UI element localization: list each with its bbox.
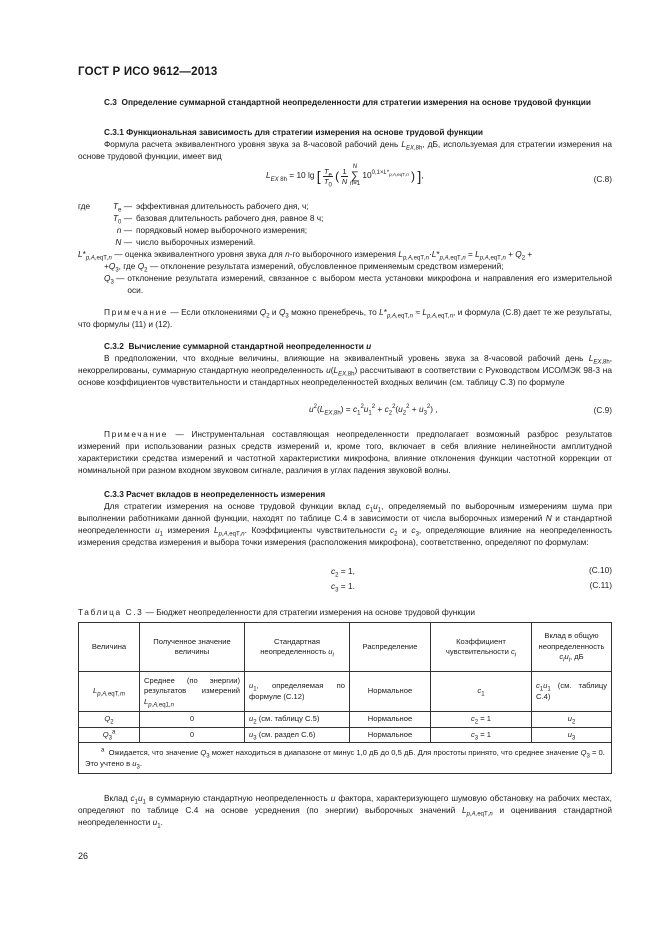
note-2: [78, 428, 612, 476]
col-header-value: Полученное значение величины: [140, 623, 245, 672]
col-header-quantity: Величина: [79, 623, 140, 672]
cell-quantity: $Q_3^a$: [79, 727, 140, 743]
equation-c10-number: (С.10): [588, 565, 612, 575]
equation-c11: $c_3 = 1$.: [331, 581, 355, 594]
equation-c9-number: (С.9): [593, 405, 612, 415]
cell-quantity: $Q_2$: [79, 712, 140, 728]
cell-quantity: $L_{p,A,eqT,m}$: [79, 672, 140, 712]
col-header-std-uncertainty: Стандартная неопределенность $u_i$: [245, 623, 350, 672]
where-item-n: порядковый номер выборочного измерения;: [136, 225, 308, 235]
cell-sensitivity: $c_2 = 1$: [431, 712, 532, 728]
cell-distribution: Нормальное: [350, 712, 431, 728]
note-2-label: Примечание: [104, 429, 169, 439]
table-caption-text: — Бюджет неопределенности для стратегии измерения на основе трудовой функции: [145, 607, 475, 617]
subsection-c32-title: С.3.2 Вычисление суммарной стандартной неопределенности u: [104, 341, 372, 351]
table-caption: [78, 606, 612, 618]
equation-c9: $u^2(L_{EX,8h}) = c_1^2u_1^2 + c_2^2(u_2^2 + u_3^2)$ ,: [309, 404, 438, 417]
subsection-c31-title: С.3.1 Функциональная зависимость для стратегии измерения на основе трудовой функции: [104, 127, 483, 137]
uncertainty-budget-table: [78, 622, 612, 774]
col-header-sensitivity: Коэффициент чувствительности $c_i$: [431, 623, 532, 672]
cell-sensitivity: $c_3 = 1$: [431, 727, 532, 743]
lp-definition: $L*_{p,A,eqT,n}$ — оценка эквивалентного уровня звука для n-го выборочного измерения $L_{p,A,eqT,n}\cdot L*_{p,A,eqT,n} = L_{p,A,eqT,n} + Q_2$ + $+Q_3$, где $Q_2$ — отклонение результата измерений, обусловленное применяемым средством измерений;: [78, 249, 533, 274]
cell-sensitivity: $c_1$: [431, 672, 532, 712]
section-c3-title: С.3 Определение суммарной стандартной неопределенности для стратегии измерения на основе трудовой функции: [104, 97, 591, 107]
closing-paragraph: Вклад $c_1u_1$ в суммарную стандартную неопределенность u фактора, характеризующего шумовую обстановку на рабочих местах, определяют по таблице С.4 на основе усреднения (по энергии) выборочных значений $L_{p,A,eqT,n}$ и оценивания стандартной неопределенности $u_1$.: [78, 793, 612, 830]
table-caption-label: Таблица С.3: [78, 607, 144, 617]
equation-c11-number: (С.11): [589, 580, 612, 590]
cell-distribution: Нормальное: [350, 727, 431, 743]
cell-std-uncertainty: $u_3$ (см. раздел С.6): [245, 727, 350, 743]
where-label: где: [78, 201, 91, 211]
table-row: [79, 727, 612, 743]
subsection-c33-text: Для стратегии измерения на основе трудовой функции вклад $c_1u_1$, определяемый по выборочным измерениям шума при выполнении работниками данной функции, находят по таблице С.4 в зависимости от числа выборочных измерений N и стандартной неопределенности $u_1$ измерения $L_{p,A,eqT,n}$. Коэффициенты чувствительности $c_2$ и $c_3$, определяющие влияние на неопределенность измерения средства измерения и выбора точки измерения (расположения микрофона), соответственно, определяют по формулам:: [78, 501, 613, 547]
col-header-distribution: Распределение: [350, 623, 431, 672]
table-footnote-row: [79, 743, 612, 774]
cell-value: 0: [140, 727, 245, 743]
cell-std-uncertainty: $u_1$, определяемая по формуле (С.12): [245, 672, 350, 712]
cell-distribution: Нормальное: [350, 672, 431, 712]
cell-value: Среднее (по энергии) результатов измерений $L_{p,A,eq1,n}$: [140, 672, 245, 712]
cell-contribution: $u_3$: [532, 727, 612, 743]
page-number: 26: [78, 851, 89, 861]
equation-c8-number: (С.8): [593, 174, 612, 184]
cell-contribution: $u_2$: [532, 712, 612, 728]
table-row: [79, 672, 612, 712]
subsection-c32-text: В предположении, что входные величины, влияющие на эквивалентный уровень звука за 8-часовой рабочий день $L_{EX,8h}$, некоррелированы, суммарную стандартную неопределенность $u(L_{EX,8h})$ рассчитывают в соответствии с Руководством ИСО/МЭК 98-3 на основе коэффициентов чувствительности и стандартных неопределенностей входных величин (см. таблицу С.3) по формуле: [78, 353, 612, 387]
subsection-c31-intro: Формула расчета эквивалентного уровня звука за 8-часовой рабочий день $L_{EX,8h}$, дБ, используемая для стратегии измерения на основе трудовой функции, имеет вид: [78, 139, 613, 161]
cell-value: 0: [140, 712, 245, 728]
note-2-text: — Инструментальная составляющая неопределенности предполагает возможный разброс результатов измерений при использовании разных средств измерений и, кроме того, включает в себя влияние нелинейности амплитудной характеристики средства измерений и частотной характеристики микрофона, влияние отклонения функции частотной коррекции от номинальной при разном входном звуковом сигнале, различия в углах падения звуковой волны.: [78, 429, 612, 475]
cell-contribution: $c_1u_1$ (см. таблицу С.4): [532, 672, 612, 712]
where-item-te: эффективная длительность рабочего дня, ч;: [136, 201, 309, 211]
subsection-c33-title: С.3.3 Расчет вкладов в неопределенность измерения: [104, 489, 326, 499]
q3-definition: $Q_3$ — отклонение результата измерений, связанное с выбором места установки микрофона и направления его измерительной оси.: [104, 273, 612, 295]
note-1-label: Примечание: [104, 307, 169, 317]
where-item-t0: базовая длительность рабочего дня, равное 8 ч;: [136, 213, 324, 223]
where-item-N: число выборочных измерений.: [136, 237, 256, 247]
equation-c10: $c_2 = 1$,: [331, 566, 355, 579]
table-header-row: [79, 623, 612, 672]
equation-c8: $L_{EX 8h} = 10$ lg [ $\frac{T_e}{T_0}$ ( $\frac{1}{N}$ N ∑ n=1 $10^{0,1\times L*_{p,A,eqT,n}}$ ) ],: [266, 164, 424, 188]
col-header-contribution: Вклад в общую неопределенность $c_iu_i$, дБ: [532, 623, 612, 672]
cell-std-uncertainty: $u_2$ (см. таблицу С.5): [245, 712, 350, 728]
where-list: где $T_e$ — эффективная длительность рабочего дня, ч; $T_0$ — базовая длительность рабочего дня, равное 8 ч; n — порядковый номер выборочного измерения; N — число выборочных измерений.: [78, 201, 324, 247]
note-1: Примечание — Если отклонениями $Q_2$ и $Q_3$ можно пренебречь, то $L*_{p,A,eqT,n} \approx L_{p,A,eqT,n}$, и формула (С.8) дает те же результаты, что формулы (11) и (12).: [78, 307, 612, 329]
table-row: [79, 712, 612, 728]
table-footnote: $^a$ Ожидается, что значение $Q_3$ может находиться в диапазоне от минус 1,0 дБ до 0,5 дБ. Для простоты принято, что среднее значение $Q_3 = 0$. Это учтено в $u_3$.: [79, 743, 612, 774]
standard-header: ГОСТ Р ИСО 9612—2013: [78, 66, 218, 78]
